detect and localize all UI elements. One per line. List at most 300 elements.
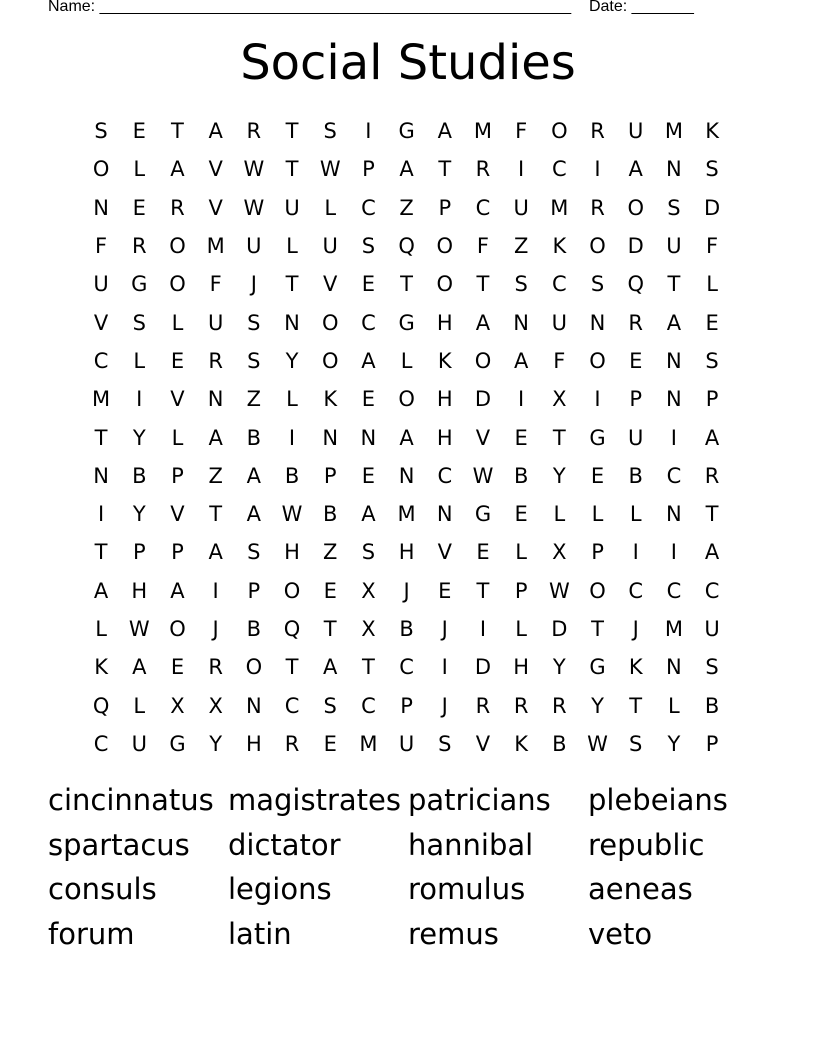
grid-letter: L [286,387,298,412]
grid-letter: P [705,731,719,756]
grid-letter: L [706,272,718,297]
grid-letter: A [628,157,643,182]
grid-letter: A [93,578,109,603]
grid-letter: N [589,310,606,335]
grid-letter: Z [208,463,223,488]
grid-letter: A [170,157,185,182]
grid-letter: T [285,655,299,680]
grid-letter: S [247,310,261,335]
grid-letter: P [323,463,337,488]
grid-letter: C [437,463,453,488]
grid-letter: N [245,693,262,718]
grid-letter: P [171,540,184,565]
grid-letter: Z [513,234,529,259]
grid-letter: L [133,348,146,373]
grid-letter: I [479,617,487,641]
grid-letter: T [667,272,681,297]
grid-letter: T [209,502,223,527]
grid-letter: X [552,387,567,412]
grid-row [82,380,732,418]
grid-letter: Q [627,272,644,297]
grid-letter: A [170,578,185,603]
grid-letter: E [132,195,146,220]
grid-letter: E [323,731,337,756]
grid-letter: A [208,540,223,565]
grid-letter: X [552,540,567,565]
grid-row [82,265,732,303]
grid-letter: P [247,578,261,603]
grid-letter: D [474,387,492,412]
grid-letter: S [94,119,108,144]
grid-letter: K [323,387,338,412]
grid-letter: V [475,425,491,450]
grid-letter: L [95,617,107,641]
grid-row [82,112,732,150]
grid-letter: P [514,578,528,603]
grid-letter: O [169,234,186,259]
grid-letter: H [245,731,262,756]
grid-letter: Z [399,195,414,220]
grid-letter: M [664,119,683,144]
grid-letter: J [212,617,219,641]
grid-letter: S [361,540,376,565]
grid-letter: V [437,540,452,565]
grid-letter: F [209,272,222,297]
grid-letter: J [250,272,257,297]
grid-letter: K [705,119,719,144]
grid-letter: T [171,119,184,144]
grid-letter: A [208,119,223,144]
grid-letter: Y [132,425,146,450]
grid-letter: Y [285,348,299,373]
grid-letter: R [552,693,567,718]
grid-letter: T [400,272,413,297]
grid-letter: S [323,119,337,144]
grid-letter: V [323,272,338,297]
grid-letter: N [513,310,530,335]
page-title: Social Studies [240,35,576,91]
grid-letter: C [552,272,567,297]
grid-letter: R [590,195,605,220]
grid-letter: M [473,119,493,144]
grid-letter: A [704,425,720,450]
grid-letter: G [589,425,606,450]
grid-letter: V [93,310,109,335]
grid-letter: O [169,617,186,641]
grid-letter: Q [398,234,415,259]
grid-letter: U [551,310,568,335]
grid-letter: E [361,272,376,297]
grid-letter: O [321,310,339,335]
grid-letter: M [664,617,683,641]
grid-letter: G [398,310,415,335]
grid-letter: S [705,157,719,182]
grid-letter: E [323,578,337,603]
grid-letter: R [628,310,644,335]
grid-letter: O [589,234,606,259]
grid-letter: B [246,617,262,641]
grid-letter: W [548,578,570,603]
grid-letter: W [128,617,150,641]
grid-letter: W [281,502,303,527]
grid-letter: J [403,578,410,603]
grid-letter: A [704,540,720,565]
grid-letter: E [361,387,376,412]
word-list-item: forum [48,917,135,952]
grid-letter: L [286,234,298,259]
grid-letter: P [629,387,643,412]
grid-letter: I [670,540,677,565]
grid-letter: C [704,578,720,603]
grid-letter: G [131,272,148,297]
grid-letter: N [284,310,300,335]
grid-letter: W [243,157,265,182]
grid-letter: O [589,348,606,373]
grid-letter: O [398,387,415,412]
grid-letter: D [551,617,568,641]
grid-letter: J [632,617,639,641]
grid-letter: E [361,463,376,488]
grid-letter: Y [667,731,681,756]
grid-letter: F [476,234,490,259]
grid-letter: K [628,655,643,680]
letter-grid [82,112,732,763]
grid-letter: S [247,540,261,565]
word-list-item: latin [228,917,292,952]
grid-letter: U [93,272,109,297]
grid-letter: L [591,502,604,527]
grid-letter: S [247,348,261,373]
grid-letter: V [208,157,223,182]
grid-letter: R [208,655,223,680]
grid-letter: U [513,195,529,220]
grid-letter: T [552,425,566,450]
grid-letter: M [206,234,225,259]
grid-letter: S [361,234,376,259]
grid-letter: L [133,693,146,718]
grid-letter: O [436,272,454,297]
grid-letter: I [594,157,601,182]
grid-row [82,342,732,380]
grid-letter: N [436,502,453,527]
name-date-line: Name: _____________________________________________________ Date: _______ [48,0,694,15]
grid-letter: H [398,540,415,565]
grid-letter: N [666,655,682,680]
grid-letter: R [208,348,223,373]
grid-letter: C [552,157,567,182]
grid-row [82,495,732,533]
grid-letter: C [361,195,376,220]
word-list-item: romulus [408,872,526,907]
grid-letter: F [706,234,719,259]
grid-letter: N [322,425,339,450]
grid-letter: U [398,731,415,756]
grid-letter: T [323,617,337,641]
grid-letter: O [245,655,263,680]
grid-letter: O [283,578,301,603]
grid-letter: L [515,540,527,565]
grid-letter: C [361,693,376,718]
grid-row [82,418,732,456]
grid-letter: I [212,578,219,603]
grid-letter: M [92,387,111,412]
word-list-item: hannibal [408,827,534,862]
word-list-item: magistrates [228,783,401,817]
grid-letter: T [94,425,108,450]
grid-letter: A [666,310,682,335]
grid-letter: R [131,234,147,259]
grid-letter: Q [92,693,110,718]
grid-letter: A [323,655,338,680]
grid-row [82,725,732,763]
grid-letter: S [705,348,719,373]
grid-letter: L [515,617,527,641]
word-list-item: legions [228,872,332,907]
grid-letter: U [666,234,682,259]
grid-letter: G [474,502,492,527]
grid-letter: A [475,310,491,335]
grid-letter: A [361,502,376,527]
grid-row [82,572,732,610]
grid-letter: K [552,234,567,259]
grid-letter: I [632,540,639,565]
grid-letter: T [705,502,719,527]
grid-letter: I [288,425,296,450]
grid-letter: A [246,502,262,527]
grid-letter: F [95,234,108,259]
word-list [48,780,768,959]
grid-letter: P [591,540,604,565]
grid-letter: O [321,348,339,373]
grid-row [82,189,732,227]
grid-letter: S [132,310,146,335]
grid-letter: N [93,195,109,220]
grid-letter: U [322,234,338,259]
grid-letter: B [704,693,720,718]
grid-letter: A [437,119,452,144]
grid-letter: E [514,425,528,450]
grid-letter: S [629,731,643,756]
grid-letter: B [132,463,147,488]
grid-letter: E [132,119,146,144]
grid-letter: T [629,693,643,718]
grid-letter: I [441,655,448,680]
grid-letter: C [628,578,644,603]
grid-letter: C [666,578,682,603]
grid-letter: R [513,693,529,718]
grid-letter: M [550,195,569,220]
grid-letter: S [438,731,452,756]
grid-letter: I [365,119,372,144]
grid-letter: E [629,348,643,373]
grid-letter: B [246,425,262,450]
word-list-item: cincinnatus [48,783,214,817]
grid-letter: C [93,731,109,756]
grid-letter: R [170,195,185,220]
grid-letter: B [284,463,300,488]
grid-letter: I [518,387,525,412]
grid-letter: O [627,195,644,220]
word-list-item: aeneas [588,872,693,907]
grid-letter: E [476,540,490,565]
grid-letter: U [284,195,300,220]
word-list-item: republic [588,827,705,862]
grid-letter: Y [552,655,566,680]
word-list-item: remus [408,917,499,952]
grid-letter: T [591,617,604,641]
word-list-item: dictator [228,827,341,862]
grid-letter: T [476,272,490,297]
grid-letter: C [361,310,376,335]
word-list-item: spartacus [48,827,190,862]
grid-letter: P [400,693,413,718]
grid-letter: R [590,119,605,144]
grid-letter: H [284,540,300,565]
grid-letter: O [92,157,110,182]
grid-letter: B [513,463,529,488]
grid-letter: W [243,195,265,220]
grid-letter: Y [552,463,566,488]
grid-letter: A [361,348,376,373]
grid-letter: L [133,157,146,182]
grid-letter: Y [591,693,604,718]
grid-letter: L [324,195,337,220]
grid-letter: D [627,234,644,259]
grid-letter: T [438,157,452,182]
grid-letter: D [704,195,721,220]
grid-letter: T [285,157,299,182]
word-list-item: plebeians [588,783,728,817]
grid-letter: B [323,502,338,527]
grid-letter: T [94,540,108,565]
grid-letter: F [515,119,528,144]
grid-letter: X [361,617,376,641]
grid-letter: S [590,272,605,297]
grid-letter: E [514,502,528,527]
grid-letter: S [323,693,337,718]
grid-letter: B [399,617,414,641]
grid-letter: L [629,502,642,527]
grid-letter: W [319,157,341,182]
grid-letter: G [589,655,606,680]
grid-letter: E [170,655,185,680]
word-list-item: veto [588,917,653,952]
grid-letter: M [359,731,378,756]
grid-letter: F [553,348,566,373]
grid-letter: T [361,655,375,680]
grid-letter: A [513,348,529,373]
grid-letter: P [362,157,375,182]
grid-letter: I [594,387,601,412]
grid-letter: R [284,731,300,756]
grid-letter: U [207,310,224,335]
grid-letter: I [136,387,143,412]
grid-letter: P [171,463,184,488]
grid-letter: J [441,617,448,641]
word-list-item: consuls [48,872,157,907]
grid-letter: U [246,234,262,259]
grid-letter: A [208,425,223,450]
grid-row [82,610,732,648]
grid-letter: T [285,119,299,144]
grid-letter: E [705,310,719,335]
grid-letter: W [587,731,608,756]
grid-letter: V [170,387,185,412]
grid-letter: U [704,617,720,641]
grid-letter: I [518,157,525,182]
grid-letter: S [514,272,528,297]
grid-letter: R [475,693,491,718]
grid-letter: K [94,655,108,680]
grid-letter: S [705,655,719,680]
grid-letter: C [93,348,109,373]
grid-letter: Z [246,387,262,412]
grid-letter: H [131,578,148,603]
grid-letter: E [590,463,605,488]
grid-letter: T [285,272,299,297]
grid-letter: I [670,425,677,450]
grid-letter: P [132,540,146,565]
grid-row [82,533,732,571]
grid-letter: Y [209,731,223,756]
grid-letter: B [628,463,643,488]
grid-letter: M [397,502,416,527]
grid-letter: H [436,425,453,450]
grid-letter: S [667,195,681,220]
grid-row [82,227,732,265]
grid-letter: D [474,655,492,680]
grid-letter: R [475,157,491,182]
grid-letter: H [436,387,453,412]
grid-letter: C [399,655,414,680]
grid-letter: X [208,693,223,718]
grid-letter: Q [283,617,301,641]
grid-letter: X [170,693,185,718]
grid-letter: P [438,195,452,220]
grid-letter: O [474,348,492,373]
grid-letter: R [246,119,262,144]
grid-letter: L [553,502,566,527]
grid-letter: C [666,463,682,488]
grid-letter: N [360,425,377,450]
grid-letter: N [207,387,224,412]
grid-letter: A [399,157,414,182]
grid-letter: U [131,731,147,756]
grid-letter: U [628,425,644,450]
grid-letter: B [552,731,567,756]
grid-letter: I [97,502,105,527]
grid-letter: L [171,310,184,335]
grid-letter: N [398,463,415,488]
grid-letter: U [628,119,644,144]
grid-letter: L [171,425,184,450]
grid-letter: N [666,387,682,412]
grid-letter: O [551,119,568,144]
grid-letter: A [399,425,414,450]
grid-letter: H [513,655,530,680]
grid-row [82,648,732,686]
grid-row [82,686,732,724]
grid-letter: R [704,463,720,488]
grid-letter: N [666,157,682,182]
grid-letter: K [437,348,452,373]
grid-letter: O [169,272,186,297]
grid-letter: V [208,195,223,220]
grid-letter: G [398,119,415,144]
grid-letter: E [170,348,185,373]
grid-letter: J [441,693,448,718]
grid-letter: Y [132,502,146,527]
